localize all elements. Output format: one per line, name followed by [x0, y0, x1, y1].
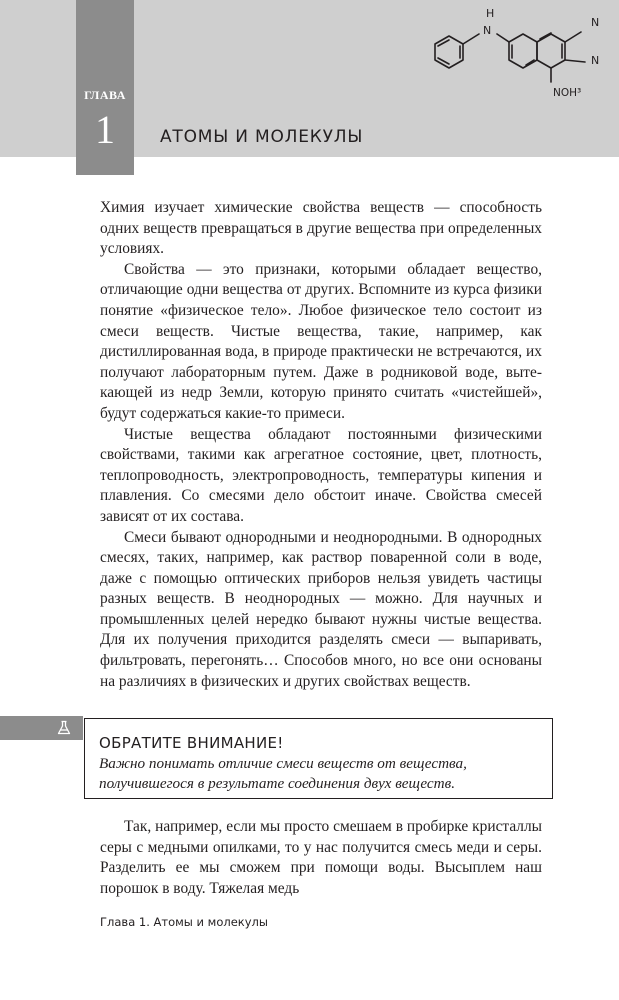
molecule-structure-drawing — [425, 4, 615, 102]
paragraph-3: Чистые вещества обладают постоянными физическими свойствами, такими как агрегатное состояние, цвет, плотность, теплопроводность, электропроводность, температуры кипения и плавления. Со смесями дело обстоит иначе. Свойства смесей зависят от их состава. — [100, 425, 542, 525]
chapter-number: 1 — [95, 107, 115, 152]
paragraph-4: Смеси бывают однородными и неоднородными. В однородных смесях, таких, например, как раствор поваренной соли в воде, даже с помощью оптических приборов нельзя увидеть частицы разных веществ. В неоднородных — можно. Для научных и промышленных целей нередко бывают нужны чистые вещества. Для их получения приходится разделять смеси — выпаривать, фильтровать, перегонять… Способов много, но все они основаны на различиях в физических и других свойствах веществ. — [100, 528, 542, 690]
paragraph-1: Химия изучает химические свойства веществ — способность одних веществ превращаться в другие вещества при определенных условиях. — [100, 199, 542, 258]
molecule-label-n-right-2: N — [591, 54, 600, 67]
molecule-label-n: N — [483, 24, 492, 37]
flask-icon — [56, 720, 72, 736]
main-text-continuation — [100, 817, 542, 899]
attention-note-box — [84, 718, 553, 799]
page-footer: Глава 1. Атомы и молекулы — [100, 915, 268, 929]
paragraph-5: Так, например, если мы просто смешаем в пробирке кристаллы серы с медными опилками, то у нас получится смесь меди и серы. Разделить ее мы сможем при помощи воды. Высыплем наш порошок в воду. Тяжелая медь — [100, 818, 542, 897]
chapter-title: АТОМЫ И МОЛЕКУЛЫ — [160, 127, 364, 147]
molecule-label-n-right-1: N — [591, 16, 600, 29]
molecule-label-h: H — [486, 7, 495, 20]
note-title: ОБРАТИТЕ ВНИМАНИЕ! — [99, 734, 284, 752]
molecule-label-noh: NOH³ — [553, 87, 582, 99]
note-side-tab — [0, 716, 83, 740]
paragraph-2: Свойства — это признаки, которыми обладает вещество, отличающие одни вещества от других. Вспомните из курса физики понятие «физическое тело». Любое физическое тело состоит из смеси веществ. Чистые вещества, такие, например, как дистиллированная вода, в природе практически не встречаются, их получают лабораторным путем. Даже в родниковой воде, вытекающей из недр Земли, которую принято считать «чистейшей», будут содержаться какие-то примеси. — [100, 260, 542, 422]
note-text: Важно понимать отличие смеси веществ от вещества, получившегося в результате соединения двух веществ. — [99, 755, 467, 792]
main-text-block — [100, 198, 542, 692]
chapter-label: ГЛАВА — [84, 88, 126, 102]
